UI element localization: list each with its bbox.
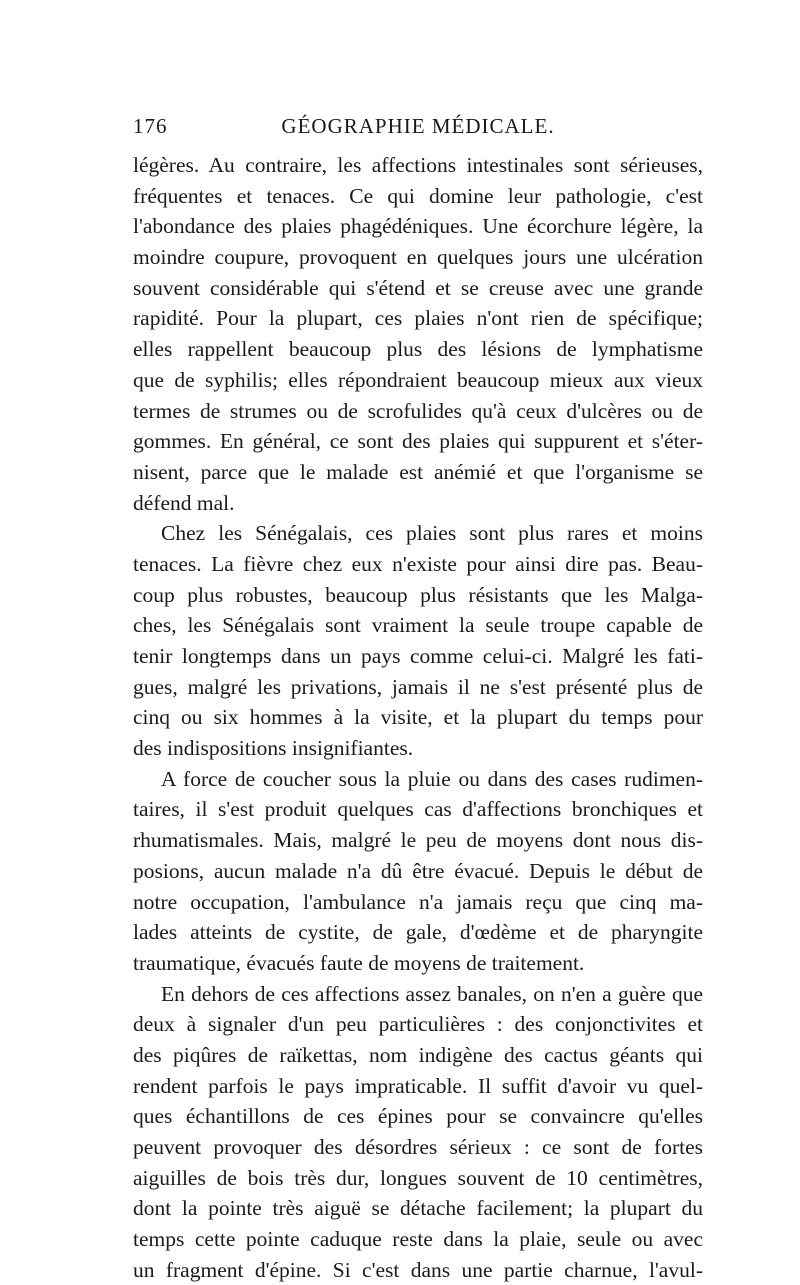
- text-line: un fragment d'épine. Si c'est dans une partie charnue, l'avul-: [133, 1257, 703, 1282]
- page-number: 176: [133, 114, 168, 138]
- text-line: ches, les Sénégalais sont vraiment la seule troupe capable de: [133, 613, 703, 638]
- text-line: que de syphilis; elles répondraient beaucoup mieux aux vieux: [133, 367, 703, 392]
- text-line: coup plus robustes, beaucoup plus résistants que les Malga-: [133, 582, 703, 607]
- text-line: l'abondance des plaies phagédéniques. Une écorchure légère, la: [133, 214, 703, 239]
- text-line: cinq ou six hommes à la visite, et la plupart du temps pour: [133, 705, 703, 730]
- text-line: aiguilles de bois très dur, longues souvent de 10 centimètres,: [133, 1165, 703, 1190]
- running-title: GÉOGRAPHIE MÉDICALE.: [281, 114, 555, 138]
- body-text: [133, 150, 703, 1285]
- text-line: posions, aucun malade n'a dû être évacué. Depuis le début de: [133, 858, 703, 883]
- text-line: rendent parfois le pays impraticable. Il suffit d'avoir vu quel-: [133, 1073, 703, 1098]
- text-line: des piqûres de raïkettas, nom indigène des cactus géants qui: [133, 1042, 703, 1067]
- text-line: ques échantillons de ces épines pour se convaincre qu'elles: [133, 1104, 703, 1129]
- text-line: En dehors de ces affections assez banales, on n'en a guère que: [161, 981, 703, 1006]
- text-line: lades atteints de cystite, de gale, d'œdème et de pharyngite: [133, 920, 703, 945]
- text-line: traumatique, évacués faute de moyens de traitement.: [133, 950, 585, 975]
- text-line: tenir longtemps dans un pays comme celui-ci. Malgré les fati-: [133, 644, 703, 668]
- text-line: A force de coucher sous la pluie ou dans des cases rudimen-: [161, 766, 703, 791]
- text-line: fréquentes et tenaces. Ce qui domine leur pathologie, c'est: [133, 183, 703, 208]
- text-line: temps cette pointe caduque reste dans la plaie, seule ou avec: [133, 1227, 703, 1252]
- text-line: souvent considérable qui s'étend et se creuse avec une grande: [133, 275, 703, 300]
- text-line: défend mal.: [133, 490, 235, 515]
- text-line: nisent, parce que le malade est anémié et que l'organisme se: [133, 459, 703, 484]
- text-line: gues, malgré les privations, jamais il ne s'est présenté plus de: [133, 674, 703, 699]
- text-line: dont la pointe très aiguë se détache facilement; la plupart du: [133, 1196, 703, 1221]
- text-line: termes de strumes ou de scrofulides qu'à ceux d'ulcères ou de: [133, 398, 703, 423]
- text-line: gommes. En général, ce sont des plaies qui suppurent et s'éter-: [133, 429, 703, 454]
- text-line: Chez les Sénégalais, ces plaies sont plus rares et moins: [161, 521, 703, 546]
- text-line: taires, il s'est produit quelques cas d'affections bronchiques et: [133, 797, 703, 822]
- page-header: [133, 114, 703, 144]
- text-line: moindre coupure, provoquent en quelques jours une ulcération: [133, 245, 703, 270]
- text-line: légères. Au contraire, les affections intestinales sont sérieuses,: [133, 153, 703, 177]
- text-line: deux à signaler d'un peu particulières : des conjonctivites et: [133, 1012, 703, 1037]
- text-line: des indispositions insignifiantes.: [133, 736, 414, 761]
- text-line: notre occupation, l'ambulance n'a jamais reçu que cinq ma-: [133, 889, 703, 914]
- text-line: rhumatismales. Mais, malgré le peu de moyens dont nous dis-: [133, 828, 703, 853]
- text-line: peuvent provoquer des désordres sérieux : ce sont de fortes: [133, 1135, 703, 1159]
- text-line: rapidité. Pour la plupart, ces plaies n'ont rien de spécifique;: [133, 306, 703, 331]
- text-line: tenaces. La fièvre chez eux n'existe pour ainsi dire pas. Beau-: [133, 551, 703, 576]
- text-line: elles rappellent beaucoup plus des lésions de lymphatisme: [133, 337, 703, 362]
